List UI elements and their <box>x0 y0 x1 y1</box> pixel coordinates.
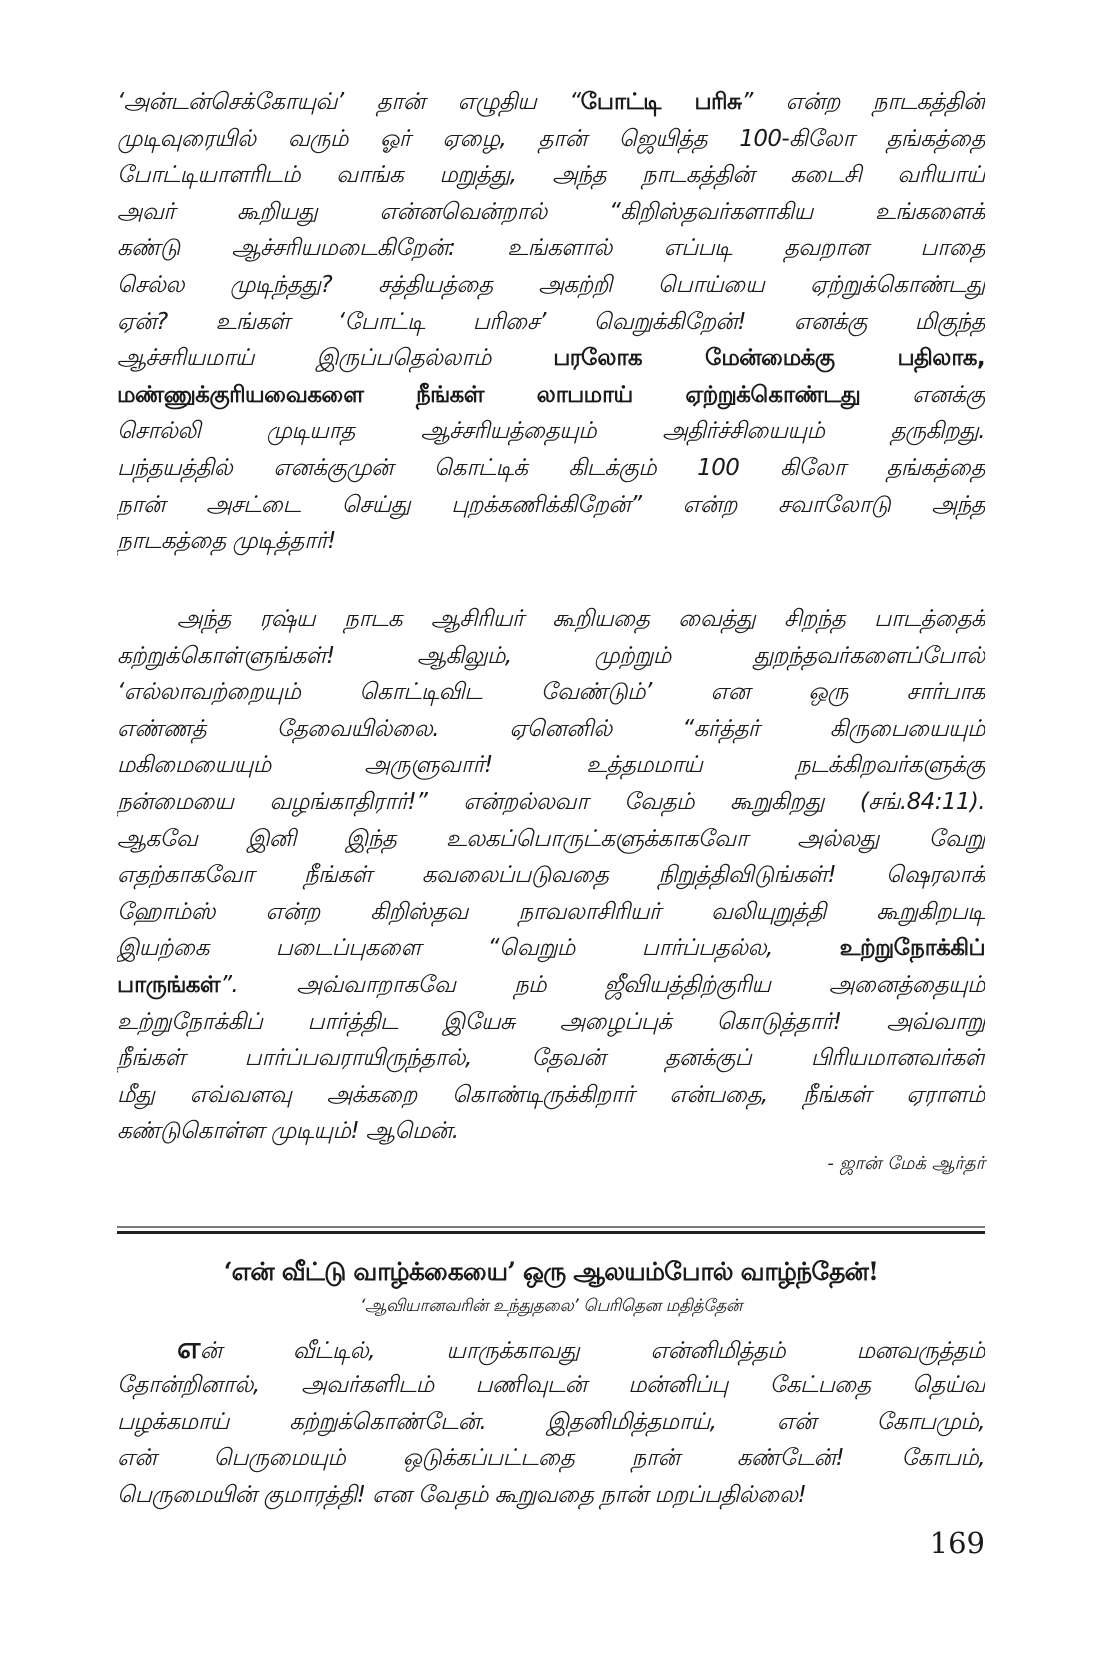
text-run: செல்ல முடிந்தது? சத்தியத்தை அகற்றி பொய்யை ஏற்றுக்கொண்டது <box>117 272 985 298</box>
text-run: நன்மையை வழங்காதிரார்!” என்றல்லவா வேதம் கூறுகிறது (சங்.84:11). <box>117 789 985 815</box>
text-line <box>117 601 985 637</box>
text-line <box>117 1004 985 1040</box>
divider-thick <box>117 1231 985 1234</box>
text-line <box>117 1040 985 1076</box>
article2-line <box>117 1331 985 1367</box>
text-run: நான் அசட்டை செய்து புறக்கணிக்கிறேன்” என்ற சவாலோடு அந்த <box>117 491 985 518</box>
bold-text: உற்றுநோக்கிப் <box>839 935 985 962</box>
text-line <box>117 857 985 893</box>
article2-line: தோன்றினால், அவர்களிடம் பணிவுடன் மன்னிப்பு கேட்பதை தெய்வ <box>117 1372 985 1398</box>
article2-line-text: ன் வீட்டில், யாருக்காவது என்னிமித்தம் மனவருத்தம் <box>199 1338 985 1364</box>
text-line <box>117 1113 985 1149</box>
text-line <box>117 340 985 376</box>
text-run: ”. அவ்வாறாகவே நம் ஜீவியத்திற்குரிய அனைத்தையும் <box>220 972 985 998</box>
text-run: ஹோம்ஸ் என்ற கிறிஸ்தவ நாவலாசிரியர் வலியுறுத்தி கூறுகிறபடி <box>117 898 985 925</box>
text-run: எதற்காகவோ நீங்கள் கவலைப்படுவதை நிறுத்திவிடுங்கள்! ஷெரலாக் <box>117 862 985 889</box>
text-line <box>117 638 985 674</box>
text-run: எண்ணத் தேவையில்லை. ஏனெனில் “கர்த்தர் கிருபையையும் <box>117 715 985 742</box>
text-run: கற்றுக்கொள்ளுங்கள்! ஆகிலும், முற்றும் துறந்தவர்களைப்போல் <box>117 642 985 669</box>
text-run: ஆகவே இனி இந்த உலகப்பொருட்களுக்காகவோ அல்லது வேறு <box>117 825 985 852</box>
article-subtitle: ‘ஆவியானவரின் உந்துதலை’ பெரிதென மதித்தேன் <box>360 1296 742 1316</box>
text-run: கண்டுகொள்ள முடியும்! ஆமென். <box>117 1118 459 1145</box>
text-line <box>117 894 985 930</box>
text-line <box>117 121 985 157</box>
text-run: ஏன்? உங்கள் ‘போட்டி பரிசை’ வெறுக்கிறேன்! எனக்கு மிகுந்த <box>117 308 985 335</box>
text-run: போட்டியாளரிடம் வாங்க மறுத்து, அந்த நாடகத்தின் கடைசி வரியாய் <box>117 162 985 189</box>
text-run: உற்றுநோக்கிப் பார்த்திட இயேசு அழைப்புக் கொடுத்தார்! அவ்வாறு <box>117 1008 985 1035</box>
text-line <box>117 157 985 193</box>
text-line <box>117 747 985 783</box>
text-line <box>117 84 985 120</box>
text-line <box>117 523 985 559</box>
text-run: நீங்கள் பார்ப்பவராயிருந்தால், தேவன் தனக்குப் பிரியமானவர்கள் <box>117 1045 985 1072</box>
drop-cap: எ <box>177 1331 200 1366</box>
text-run: அந்த ரஷ்ய நாடக ஆசிரியர் கூறியதை வைத்து சிறந்த பாடத்தைக் <box>177 606 985 632</box>
bold-text: பரலோக மேன்மைக்கு பதிலாக, <box>553 345 985 372</box>
book-page <box>117 0 985 1654</box>
text-run: மகிமையையும் அருளுவார்! உத்தமமாய் நடக்கிறவர்களுக்கு <box>117 752 985 779</box>
divider-thin <box>117 1226 985 1228</box>
text-run: முடிவுரையில் வரும் ஓர் ஏழை, தான் ஜெயித்த 100-கிலோ தங்கத்தை <box>117 125 985 152</box>
text-run: கண்டு ஆச்சரியமடைகிறேன்: உங்களால் எப்படி தவறான பாதை <box>117 235 985 262</box>
text-line <box>117 821 985 857</box>
text-line <box>117 1077 985 1113</box>
article2-line: பழக்கமாய் கற்றுக்கொண்டேன். இதனிமித்தமாய், என் கோபமும், <box>117 1409 985 1435</box>
article2-line: என் பெருமையும் ஒடுக்கப்பட்டதை நான் கண்டேன்! கோபம், <box>117 1445 985 1471</box>
text-line <box>117 194 985 230</box>
text-line <box>117 304 985 340</box>
bold-text: மண்ணுக்குரியவைகளை நீங்கள் லாபமாய் ஏற்றுக்கொண்டது <box>117 381 861 408</box>
text-line <box>117 674 985 710</box>
text-line <box>117 267 985 303</box>
text-line <box>117 930 985 966</box>
text-run: ” என்ற நாடகத்தின் <box>741 89 985 115</box>
text-run: அவர் கூறியது என்னவென்றால் “கிறிஸ்தவர்களாகிய உங்களைக் <box>117 198 985 225</box>
text-run: பந்தயத்தில் எனக்குமுன் கொட்டிக் கிடக்கும் 100 கிலோ தங்கத்தை <box>117 455 985 481</box>
text-line <box>117 450 985 486</box>
text-run: மீது எவ்வளவு அக்கறை கொண்டிருக்கிறார் என்பதை, நீங்கள் ஏராளம் <box>117 1081 985 1108</box>
text-line <box>117 711 985 747</box>
text-line <box>117 487 985 523</box>
text-line <box>117 784 985 820</box>
page-number: 169 <box>929 1526 985 1560</box>
text-line <box>117 413 985 449</box>
text-run: ‘அன்டன்செக்கோயுவ்’ தான் எழுதிய “ <box>117 89 581 115</box>
text-line <box>117 967 985 1003</box>
text-run: எனக்கு <box>860 381 985 408</box>
bold-text: பாருங்கள் <box>117 972 221 998</box>
article-title: ‘என் வீட்டு வாழ்க்கையை’ ஒரு ஆலயம்போல் வாழ்ந்தேன்! <box>223 1257 879 1286</box>
text-line <box>117 230 985 266</box>
text-run: ஆச்சரியமாய் இருப்பதெல்லாம் <box>117 345 554 372</box>
text-run: ‘எல்லாவற்றையும் கொட்டிவிட வேண்டும்’ என ஒரு சார்பாக <box>117 679 985 706</box>
text-run: இயற்கை படைப்புகளை “வெறும் பார்ப்பதல்ல, <box>117 935 840 962</box>
bold-text: போட்டி பரிசு <box>580 89 742 115</box>
text-run: நாடகத்தை முடித்தார்! <box>117 528 336 555</box>
text-line <box>117 377 985 413</box>
text-run: சொல்லி முடியாத ஆச்சரியத்தையும் அதிர்ச்சியையும் தருகிறது. <box>117 418 985 445</box>
article2-line: பெருமையின் குமாரத்தி! என வேதம் கூறுவதை நான் மறப்பதில்லை! <box>117 1482 807 1508</box>
author-signature: - ஜான் மேக் ஆர்தர் <box>827 1153 985 1174</box>
